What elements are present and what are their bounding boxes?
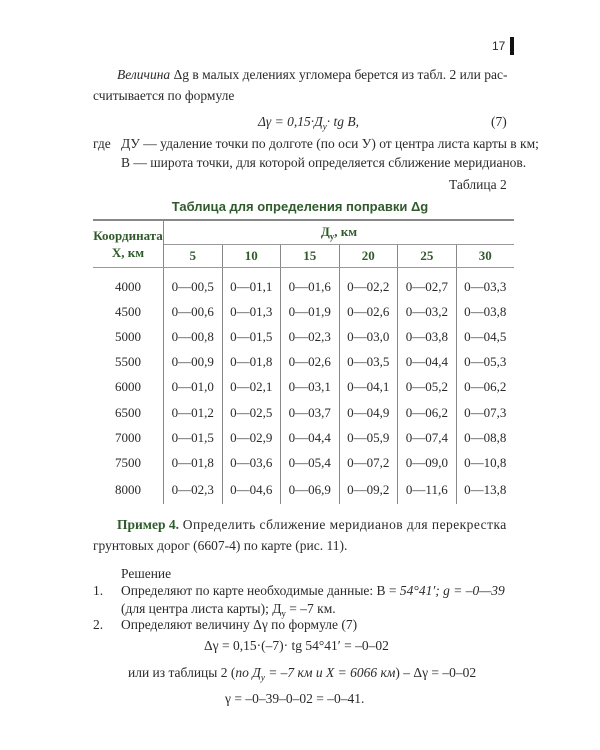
alt-italic-a: по Д: [235, 665, 261, 680]
row-x-value: 5500: [115, 354, 141, 370]
table-cell: 0—02,6: [281, 350, 340, 375]
table-row: [93, 375, 514, 400]
correction-table: [93, 219, 514, 504]
solution-label: Решение: [121, 566, 172, 581]
example-line-1: [117, 517, 507, 533]
row-x-value: 4500: [115, 303, 141, 319]
table-label: Таблица 2: [449, 177, 507, 192]
table-cell: 0—01,1: [222, 268, 281, 300]
group-header-text: Д: [320, 223, 330, 239]
table-cell: 0—03,0: [339, 324, 398, 349]
table-cell: 0—03,2: [398, 299, 457, 324]
example-heading: Пример 4.: [117, 517, 179, 532]
intro-line-1: [117, 67, 507, 83]
table-cell: 0—04,1: [339, 375, 398, 400]
table-cell: 0—06,9: [281, 476, 340, 504]
table-cell: 0—07,3: [456, 400, 514, 425]
table-cell: 0—00,8: [164, 324, 223, 349]
intro-text: Δg в малых делениях угломера берется из табл. 2 или рас-: [170, 67, 508, 82]
step-1-italic: 54°41′; g = –0—39: [399, 583, 505, 598]
row-x-value: 8000: [115, 481, 141, 497]
table-cell: 0—04,6: [222, 476, 281, 504]
formula-text: Δγ = 0,15·Д: [258, 114, 323, 129]
alt-sub: у: [260, 672, 265, 683]
table-row: [93, 268, 514, 300]
table-cell: 0—03,8: [456, 299, 514, 324]
where-label: где: [93, 136, 111, 151]
table-cell: 0—07,4: [398, 425, 457, 450]
where-line-2: В — широта точки, для которой определяется сближение меридианов.: [121, 155, 527, 170]
where-line-1: ДУ — удаление точки по долготе (по оси У) от центра листа карты в км;: [121, 136, 539, 151]
example-line-2: грунтовых дорог (6607-4) по карте (рис. 11).: [93, 538, 348, 553]
alt-italic-b: = –7 км и X = 6066 км: [264, 665, 396, 680]
table-row: [93, 450, 514, 475]
table-cell: 0—01,3: [222, 299, 281, 324]
formula-number: (7): [491, 114, 507, 129]
column-header: 30: [456, 245, 514, 268]
row-x-value: 6000: [115, 379, 141, 395]
table-cell: 0—01,8: [164, 450, 223, 475]
step-1-line2b: = –7 км.: [285, 601, 336, 616]
table-cell: 0—00,9: [164, 350, 223, 375]
table-cell: 0—01,9: [281, 299, 340, 324]
table-cell: 0—03,7: [281, 400, 340, 425]
calculation: Δγ = 0,15·(–7)· tg 54°41′ = –0–02: [204, 638, 389, 653]
table-row: [93, 425, 514, 450]
step-1-sub: у: [281, 608, 286, 619]
page-marker-bar: [510, 37, 514, 55]
table-cell: 0—01,2: [164, 400, 223, 425]
table-cell: 0—06,2: [398, 400, 457, 425]
column-header: 25: [398, 245, 457, 268]
row-x-value: 5000: [115, 328, 141, 344]
table-cell: 0—09,2: [339, 476, 398, 504]
table-row: [93, 324, 514, 349]
step-1-text: [121, 583, 505, 599]
table-cell: 0—01,5: [222, 324, 281, 349]
table-cell: 0—13,8: [456, 476, 514, 504]
table-cell: 0—05,2: [398, 375, 457, 400]
table-cell: 0—03,6: [222, 450, 281, 475]
table-cell: 0—02,6: [339, 299, 398, 324]
table-cell: 0—04,4: [281, 425, 340, 450]
table-cell: 0—06,2: [456, 375, 514, 400]
step-1-number: 1.: [93, 583, 104, 598]
table-cell: 0—08,8: [456, 425, 514, 450]
table-cell: 0—09,0: [398, 450, 457, 475]
formula-rest: · tg B,: [326, 114, 359, 129]
corner-header-line2: Х, км: [111, 245, 145, 260]
table-cell: 0—02,2: [339, 268, 398, 300]
table-cell: 0—03,1: [281, 375, 340, 400]
intro-line-2: считывается по формуле: [93, 88, 235, 103]
table-cell: 0—04,9: [339, 400, 398, 425]
table-cell: 0—03,5: [339, 350, 398, 375]
table-cell: 0—07,2: [339, 450, 398, 475]
table-cell: 0—01,0: [164, 375, 223, 400]
table-cell: 0—02,3: [281, 324, 340, 349]
group-header-sub: у: [329, 231, 335, 242]
table-cell: 0—11,6: [398, 476, 457, 504]
table-row: [93, 400, 514, 425]
table-cell: 0—04,4: [398, 350, 457, 375]
row-x-value: 4000: [115, 278, 141, 294]
alternative-line: [128, 665, 476, 686]
column-header: 15: [281, 245, 340, 268]
table-cell: 0—05,9: [339, 425, 398, 450]
formula-sub: у: [322, 121, 327, 132]
alt-a: или из таблицы 2 (: [128, 665, 236, 680]
table-cell: 0—02,9: [222, 425, 281, 450]
table-cell: 0—05,4: [281, 450, 340, 475]
corner-header-line1: Координата: [93, 228, 163, 243]
example-text: Определить сближение меридианов для перекрестка: [178, 517, 507, 532]
table-cell: 0—02,3: [164, 476, 223, 504]
result-line: γ = –0–39–0–02 = –0–41.: [225, 691, 365, 706]
table-row: [93, 299, 514, 324]
group-header-rest: , км: [334, 223, 358, 239]
formula-7: [258, 114, 359, 135]
step-2-text: Определяют величину Δγ по формуле (7): [121, 617, 358, 632]
step-2-number: 2.: [93, 617, 104, 632]
table-cell: 0—10,8: [456, 450, 514, 475]
table-cell: 0—05,3: [456, 350, 514, 375]
column-header: 5: [164, 245, 223, 268]
table-cell: 0—00,6: [164, 299, 223, 324]
step-1-line2a: (для центра листа карты); Д: [121, 601, 282, 616]
table-cell: 0—04,5: [456, 324, 514, 349]
alt-b: ) – Δγ = –0–02: [395, 665, 477, 680]
row-x-value: 7500: [115, 454, 141, 470]
row-x-value: 6500: [115, 404, 141, 420]
column-header: 20: [339, 245, 398, 268]
intro-italic: Величина: [117, 67, 171, 82]
column-header: 10: [222, 245, 281, 268]
table-cell: 0—00,5: [164, 268, 223, 300]
table-cell: 0—02,7: [398, 268, 457, 300]
table-cell: 0—03,3: [456, 268, 514, 300]
table-cell: 0—02,1: [222, 375, 281, 400]
group-header: [164, 220, 515, 245]
table-cell: 0—02,5: [222, 400, 281, 425]
table-cell: 0—01,5: [164, 425, 223, 450]
table-cell: 0—01,8: [222, 350, 281, 375]
step-1-main: Определяют по карте необходимые данные: В =: [121, 583, 400, 598]
table-row: [93, 350, 514, 375]
row-x-value: 7000: [115, 429, 141, 445]
table-cell: 0—01,6: [281, 268, 340, 300]
table-title: Таблица для определения поправки Δg: [171, 199, 429, 214]
table-cell: 0—03,8: [398, 324, 457, 349]
page-number: 17: [492, 39, 506, 53]
corner-header: [93, 220, 164, 268]
table-row: [93, 476, 514, 504]
